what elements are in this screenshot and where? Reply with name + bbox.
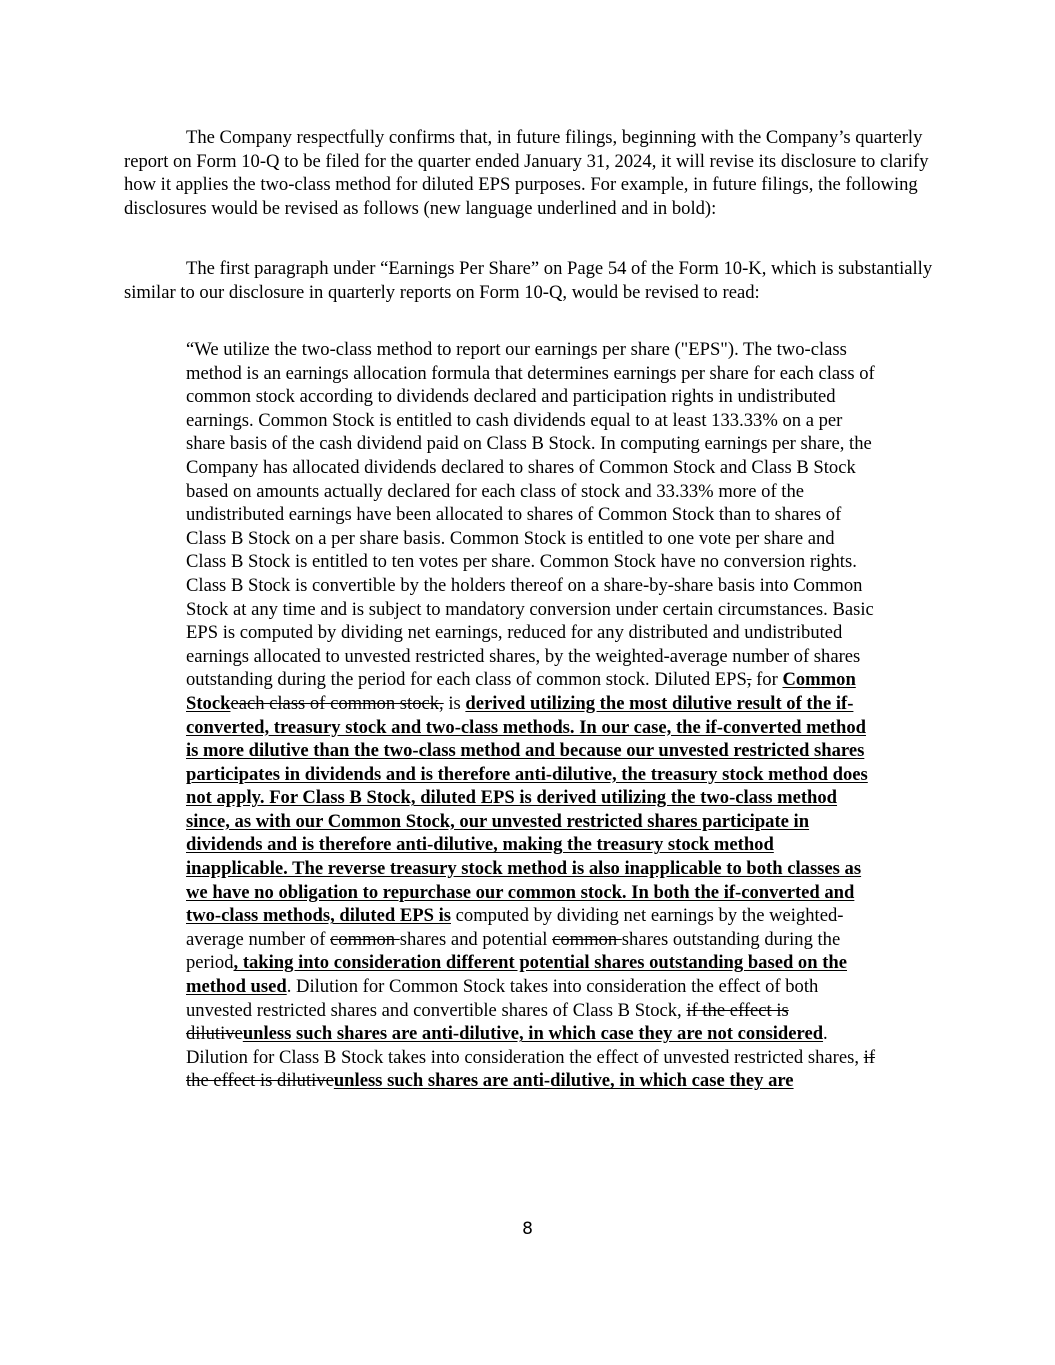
inserted-text: , taking into consideration different potential shares outstanding based on the method used	[186, 952, 848, 998]
reference-paragraph-text: The first paragraph under “Earnings Per Share” on Page 54 of the Form 10-K, which is substantially similar to our disclosure in quarterly reports on Form 10-Q, would be revised to read:	[124, 258, 933, 303]
quote-text: . Dilution for Common Stock takes into consideration the effect of both unvested restricted shares and convertible shares of Class B Stock,	[186, 976, 819, 1021]
inserted-text: unless such shares are anti-dilutive, in which case they are not considered	[242, 1023, 824, 1045]
quote-text: is	[443, 692, 466, 714]
intro-paragraph-text: The Company respectfully confirms that, in future filings, beginning with the Company’s quarterly report on Form 10-Q to be filed for the quarter ended January 31, 2024, it will revise its disclosure to clarify how it applies the two-class method for diluted EPS purposes. For example, in future filings, the following disclosures would be revised as follows (new language underlined and in bold):	[124, 127, 929, 219]
deleted-text: common	[330, 928, 400, 950]
quote-text: shares and potential	[399, 928, 553, 950]
page-number: 8	[522, 1219, 533, 1239]
deleted-text: common	[552, 928, 622, 950]
quote-text: computed by dividing net earnings by the weighted-average number of	[186, 905, 844, 950]
quote-text: for	[751, 669, 783, 691]
inserted-text: unless such shares are anti-dilutive, in which case they are	[333, 1070, 794, 1092]
deleted-text: each class of common stock,	[230, 692, 444, 714]
deleted-text: if the effect is dilutive	[186, 999, 789, 1045]
inserted-text: Common Stock	[186, 669, 856, 714]
quote-text: shares outstanding during the period	[186, 928, 841, 974]
quote-text: . Dilution for Class B Stock takes into consideration the effect of unvested restricted shares,	[186, 1023, 864, 1068]
reference-paragraph	[124, 257, 939, 304]
deleted-text: if the effect is dilutive	[186, 1046, 876, 1092]
quote-text: “We utilize the two-class method to report our earnings per share ("EPS"). The two-class method is an earnings allocation formula that determines earnings per share for each class of common stock according to dividends declared and participation rights in undistributed earnings. Common Stock is entitled to cash dividends equal to at least 133.33% on a per share basis of the cash dividend paid on Class B Stock. In computing earnings per share, the Company has allocated dividends declared to shares of Common Stock and Class B Stock based on amounts actually declared for each class of stock and 33.33% more of the undistributed earnings have been allocated to shares of Common Stock than to shares of Class B Stock on a per share basis. Common Stock is entitled to one vote per share and Class B Stock is entitled to ten votes per share. Common Stock have no conversion rights. Class B Stock is convertible by the holders thereof on a share-by-share basis into Common Stock at any time and is subject to mandatory conversion under certain circumstances. Basic EPS is computed by dividing net earnings, reduced for any distributed and undistributed earnings allocated to unvested restricted shares, by the weighted-average number of shares outstanding during the period for each class of common stock. Diluted EPS	[186, 339, 875, 691]
inserted-text: derived utilizing the most dilutive result of the if-converted, treasury stock and two-class methods. In our case, the if-converted method is more dilutive than the two-class method and because our unvested restricted shares participates in dividends and is therefore anti-dilutive, the treasury stock method does not apply. For Class B Stock, diluted EPS is derived utilizing the two-class method since, as with our Common Stock, our unvested restricted shares participate in dividends and is therefore anti-dilutive, making the treasury stock method inapplicable. The reverse treasury stock method is also inapplicable to both classes as we have no obligation to repurchase our common stock. In both the if-converted and two-class methods, diluted EPS is	[186, 692, 868, 927]
deleted-text: ,	[746, 669, 752, 691]
revised-disclosure-quote	[186, 338, 876, 1093]
intro-paragraph	[124, 126, 939, 220]
